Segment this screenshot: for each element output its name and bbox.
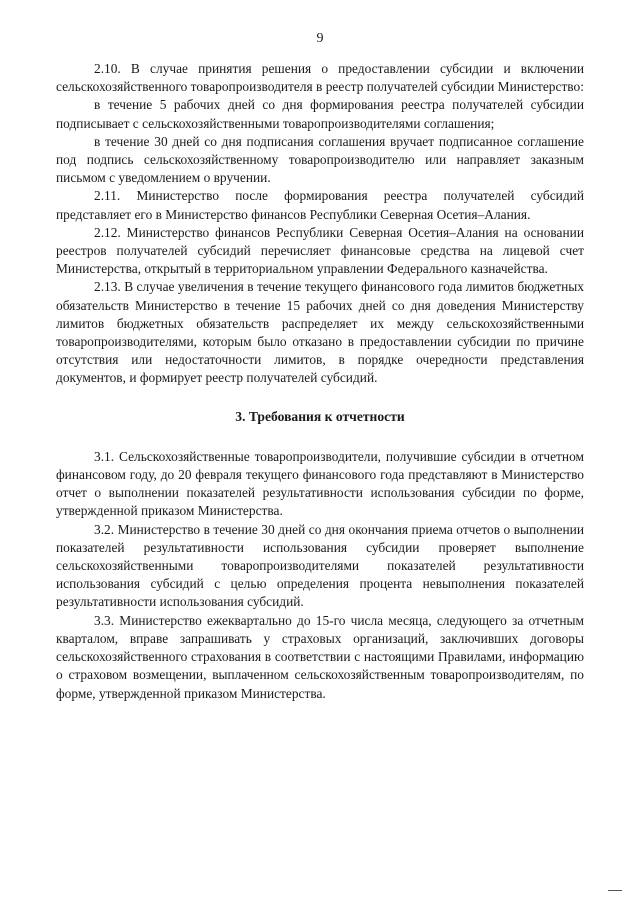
paragraph-2-10-item-2: в течение 30 дней со дня подписания соглашения вручает подписанное соглашение под подпись сельскохозяйственному товаропроизводителю или направляет заказным письмом с уведомлением о вручении. <box>56 133 584 186</box>
scan-corner-mark <box>608 890 622 891</box>
paragraph-2-11: 2.11. Министерство после формирования реестра получателей субсидий представляет его в Министерство финансов Республики Северная Осетия–Алания. <box>56 188 584 222</box>
section-heading: 3. Требования к отчетности <box>235 408 405 424</box>
paragraph-3-3: 3.3. Министерство ежеквартально до 15-го числа месяца, следующего за отчетным кварталом, вправе запрашивать у страховых организаций, заключивших договоры сельскохозяйственного страхования в соответствии с настоящими Правилами, информацию о страховом возмещении, выплаченном сельскохозяйственным товаропроизводителям, по форме, утвержденной приказом Министерства. <box>56 612 584 701</box>
paragraph-2-12: 2.12. Министерство финансов Республики Северная Осетия–Алания на основании реестров получателей субсидий перечисляет финансовые средства на лицевой счет Министерства, открытый в территориальном управлении Федерального казначейства. <box>56 224 584 277</box>
page-number: 9 <box>316 31 324 46</box>
paragraph-2-10-item-1: в течение 5 рабочих дней со дня формирования реестра получателей субсидии подписывает с сельскохозяйственными товаропроизводителями соглашения; <box>56 97 584 131</box>
paragraph-3-2: 3.2. Министерство в течение 30 дней со дня окончания приема отчетов о выполнении показателей результативности использования субсидии проверяет выполнение сельскохозяйственными товаропроизводителями показателей результативности использования субсидий с целью определения процента невыполнения показателей результативности использования субсидий. <box>56 521 584 610</box>
document-body <box>56 60 584 703</box>
paragraph-2-10: 2.10. В случае принятия решения о предоставлении субсидии и включении сельскохозяйственного товаропроизводителя в реестр получателей субсидии Министерство: <box>56 61 584 95</box>
paragraph-2-13: 2.13. В случае увеличения в течение текущего финансового года лимитов бюджетных обязательств Министерство в течение 15 рабочих дней со дня доведения Министерству лимитов бюджетных обязательств распределяет их между сельскохозяйственными товаропроизводителями, которым было отказано в предоставлении субсидии по причине отсутствия или недостаточности лимитов, в порядке очередности представления документов, и формирует реестр получателей субсидий. <box>56 279 584 386</box>
paragraph-3-1: 3.1. Сельскохозяйственные товаропроизводители, получившие субсидии в отчетном финансовом году, до 20 февраля текущего финансового года представляют в Министерство отчет о выполнении показателей результативности использования субсидии по форме, утвержденной приказом Министерства. <box>56 448 584 519</box>
